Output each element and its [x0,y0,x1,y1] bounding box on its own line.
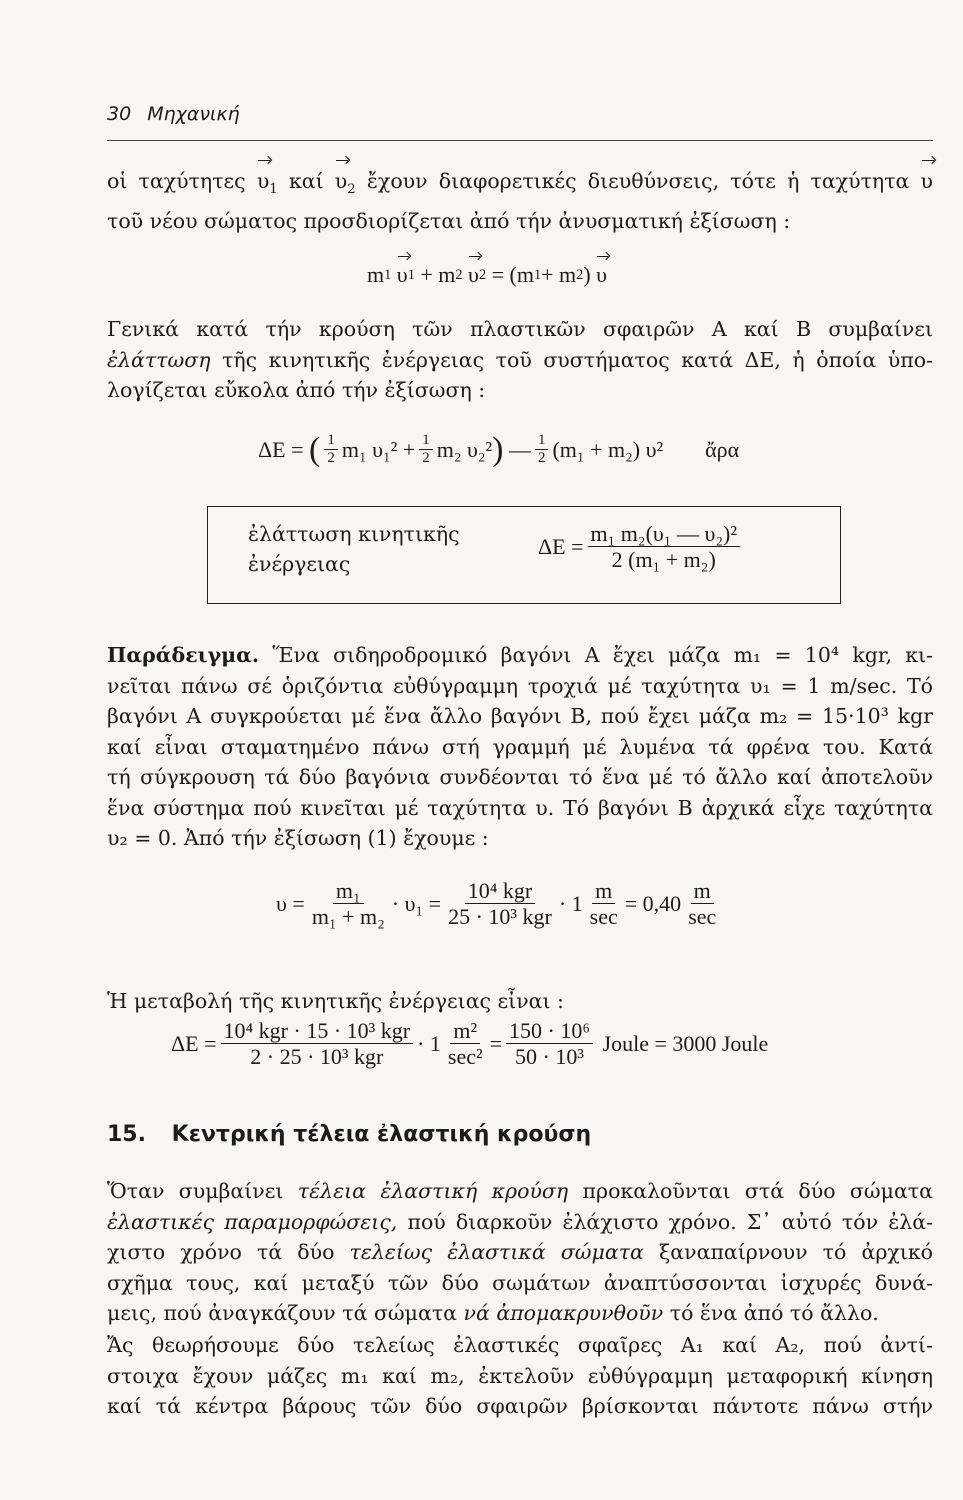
section-title: Κεντρική τέλεια ἐλαστική κρούση [171,1122,592,1147]
page-header [107,103,240,125]
kinetic-change-line: Ἡ μεταβολή τῆς κινητικῆς ἐνέργειας εἶναι : [107,989,564,1013]
section-number: 15. [107,1122,146,1147]
vector-v: υ [921,166,933,197]
header-rule [107,140,933,141]
paragraph-velocities: οἱ ταχύτητες $\upsilon_1$ καί $\upsilon_2$ ἔχουν διαφορετικές διευθύνσεις, τότε ἡ ταχύτητα υ τοῦ νέου σώματος προσδιορίζεται ἀπό τήν ἀνυσματική ἐξίσωση : [107,166,933,236]
example-label: Παράδειγμα. [107,643,260,667]
vector-v1: υ [257,166,269,197]
paragraph-spheres: Ἄς θεωρήσουμε δύο τελείως ἐλαστικές σφαῖρες Α₁ καί Α₂, πού ἀντί- στοιχα ἔχουν μάζες m₁ καί m₂, ἐκτελοῦν εὐθύγραμμη μεταφορική κίνηση καί τά κέντρα βάρους τῶν δύο σφαιρῶν βρίσκονται πάντοτε πάνω στήν [107,1333,933,1418]
equation-momentum: m 1 υ 1 + m 2 υ 2 = (m 1 + m 2 ) υ [367,262,608,287]
paragraph-elastic-collision: Ὅταν συμβαίνει τέλεια ἐλαστική κρούση προκαλοῦνται στά δύο σώματα ἐλαστικές παραμορφώσεις, πού διαρκοῦν ἐλάχιστο χρόνο. Σ᾽ αὐτό τόν ἐλά- χιστο χρόνο τά δύο τελείως ἐλαστικά σώματα ξαναπαίρνουν τό ἀρχικό σχῆμα τους, καί μεταξύ τῶν δύο σωμάτων ἀναπτύσσονται ἰσχυρές δυνά- μεις, πού ἀναγκάζουν τά σώματα νά ἀπομακρυνθοῦν τό ἕνα ἀπό τό ἄλλο. [107,1179,933,1325]
section-heading [107,1122,591,1147]
formula-kinetic-loss: ΔΕ = $\frac{\text{m₁ m₂(υ₁ — υ₂)²}}{\text{2 (m₁ + m₂)}}$ [538,521,744,573]
vector-v2: υ [335,166,347,197]
page-number: 30 [107,103,132,125]
paragraph-kinetic-loss: Γενικά κατά τήν κρούση τῶν πλαστικῶν σφαιρῶν Α καί Β συμβαίνει ἐλάττωση τῆς κινητικῆς ἐνέργειας τοῦ συστήματος κατά ΔΕ, ἡ ὁποία ὑπο- λογίζεται εὔκολα ἀπό τήν ἐξίσωση : [107,317,933,402]
formula-box [207,506,841,604]
equation-energy-example: ΔΕ = $\frac{\text{10⁴ kgr · 15 · 10³ kgr}}{\text{2 · 25 · 10³ kgr}}$ · 1 $\frac{\text{m²}}{\text{sec²}}$ = $\frac{\text{150 · 10⁶}}{\text{50 · 10³}}$ Joule = 3000 Joule [171,1018,769,1070]
equation-delta-e: ΔΕ = ( $\frac{1}{2}$ m₁ υ₁² + $\frac{1}{2}$ m₂ υ₂² ) — $\frac{1}{2}$ (m₁ + m₂) υ² ἄρα [258,430,740,468]
chapter-title: Μηχανική [147,103,240,125]
formula-label: ἐλάττωση κινητικῆς ἐνέργειας [248,522,460,576]
equation-velocity-example: υ = $\frac{\text{m₁}}{\text{m₁ + m₂}}$ · υ₁ = $\frac{\text{10⁴ kgr}}{\text{25 · 10³ kgr}}$ · 1 $\frac{m}{\sec}$ = 0,40 $\frac{m}{\sec}$ [276,878,717,930]
example-paragraph: Παράδειγμα. Ἕνα σιδηροδρομικό βαγόνι Α ἔχει μάζα m₁ = 10⁴ kgr, κι- νεῖται πάνω σέ ὁριζόντια εὐθύγραμμη τροχιά μέ ταχύτητα υ₁ = 1 m/sec. Τό βαγόνι Α συγκρούεται μέ ἕνα ἄλλο βαγόνι Β, πού ἔχει μάζα m₂ = 15·10³ kgr καί εἶναι σταματημένο πάνω στή γραμμή μέ λυμένα τά φρένα του. Κατά τή σύγκρουση τά δύο βαγόνια συνδέονται τό ἕνα μέ τό ἄλλο καί ἀποτελοῦν ἕνα σύστημα πού κινεῖται μέ ταχύτητα υ. Τό βαγόνι Β ἀρχικά εἶχε ταχύτητα υ₂ = 0. Ἀπό τήν ἐξίσωση (1) ἔχουμε : [107,643,933,850]
